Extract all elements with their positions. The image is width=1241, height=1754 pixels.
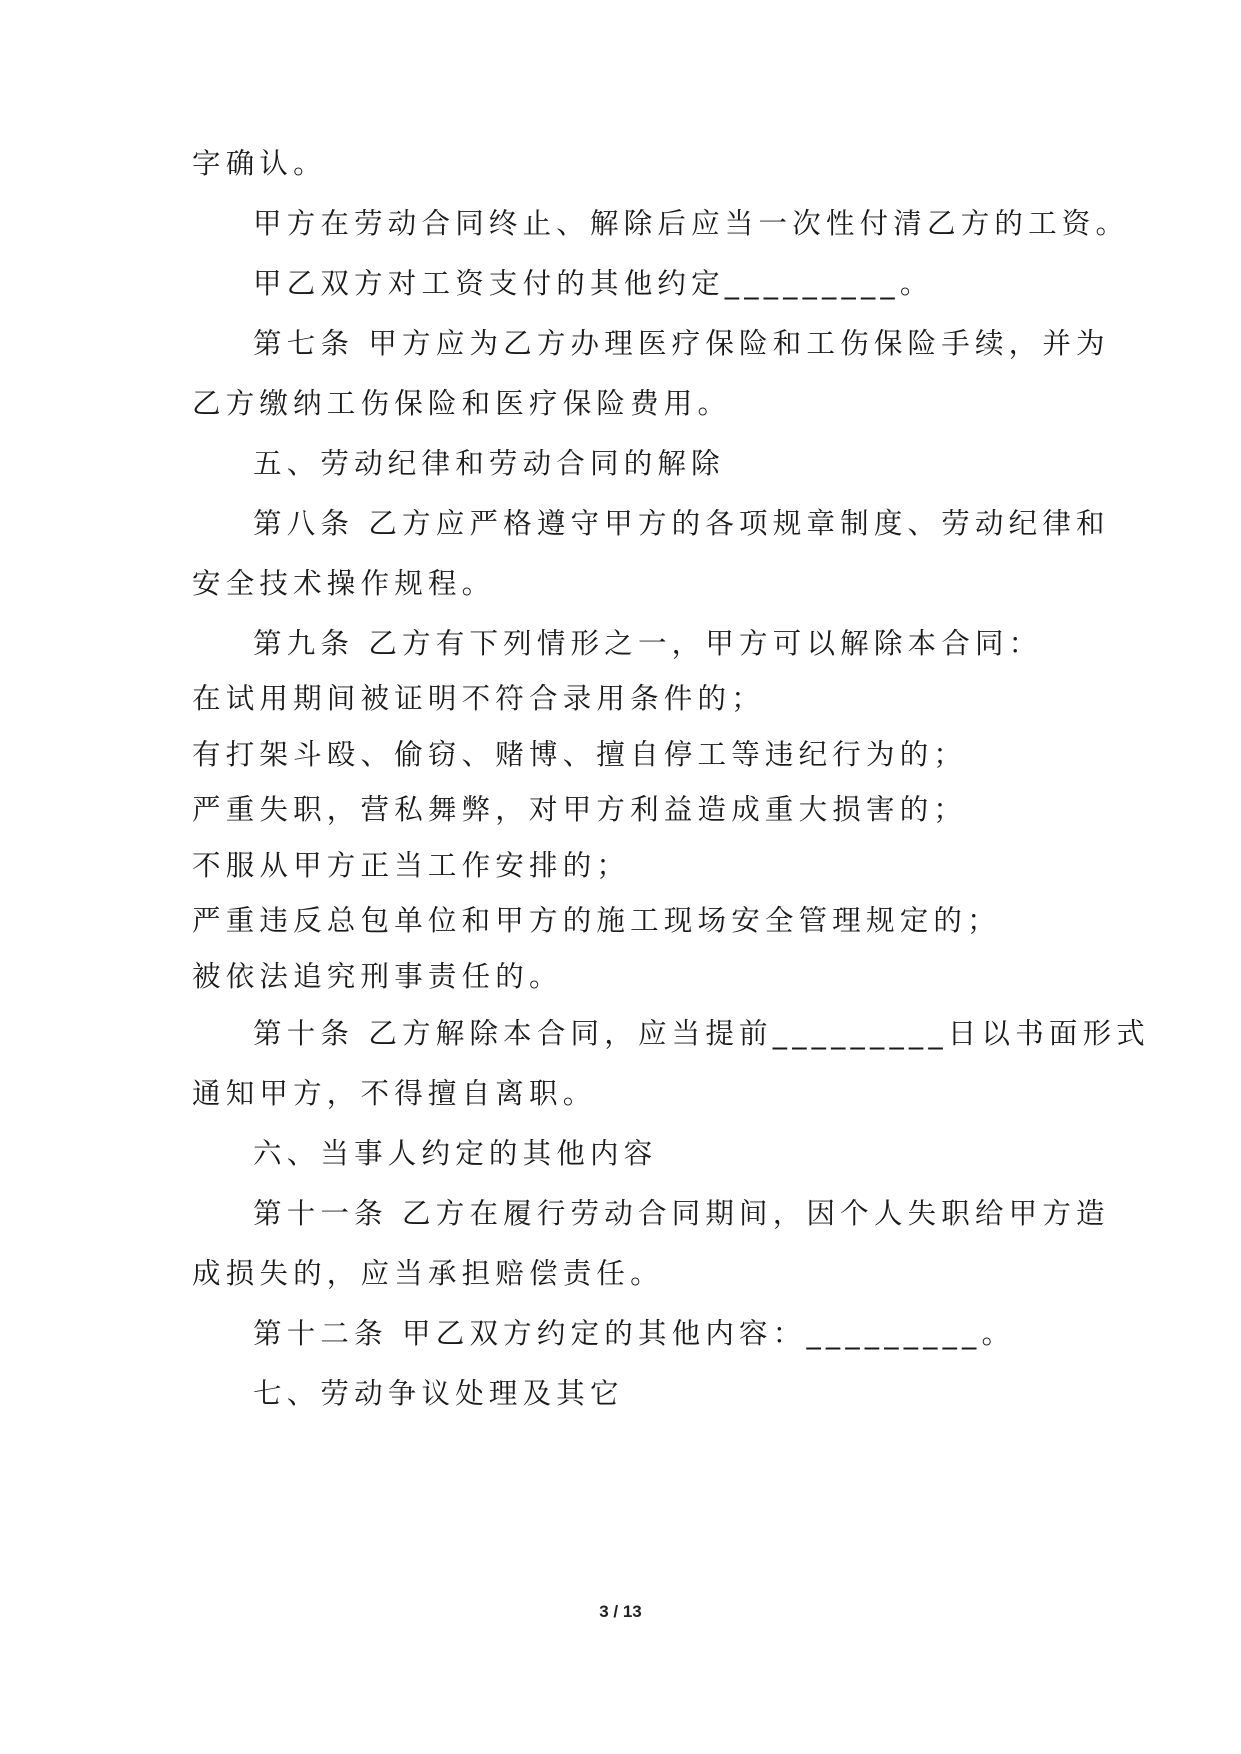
section-heading: 五、劳动纪律和劳动合同的解除 bbox=[253, 447, 725, 480]
page-number: 3 / 13 bbox=[599, 1602, 642, 1621]
text-line: 第十条 乙方解除本合同，应当提前_________日以书面形式 bbox=[253, 1017, 1151, 1050]
list-item: 在试用期间被证明不符合录用条件的； bbox=[192, 682, 765, 715]
text-line: 第八条 乙方应严格遵守甲方的各项规章制度、劳动纪律和 bbox=[253, 507, 1110, 540]
section-heading: 七、劳动争议处理及其它 bbox=[253, 1377, 624, 1410]
list-item: 被依法追究刑事责任的。 bbox=[192, 960, 563, 993]
text-line: 甲乙双方对工资支付的其他约定_________。 bbox=[253, 267, 934, 300]
list-item: 不服从甲方正当工作安排的； bbox=[192, 849, 631, 882]
text-line: 成损失的，应当承担赔偿责任。 bbox=[192, 1257, 664, 1290]
list-item: 严重失职，营私舞弊，对甲方利益造成重大损害的； bbox=[192, 793, 968, 826]
text-line: 第十一条 乙方在履行劳动合同期间，因个人失职给甲方造 bbox=[253, 1197, 1110, 1230]
text-line: 安全技术操作规程。 bbox=[192, 567, 496, 600]
list-item: 严重违反总包单位和甲方的施工现场安全管理规定的； bbox=[192, 904, 1001, 937]
list-item: 有打架斗殴、偷窃、赌博、擅自停工等违纪行为的； bbox=[192, 738, 968, 771]
text-line: 字确认。 bbox=[192, 147, 327, 180]
text-line: 第七条 甲方应为乙方办理医疗保险和工伤保险手续，并为 bbox=[253, 327, 1110, 360]
text-line: 乙方缴纳工伤保险和医疗保险费用。 bbox=[192, 387, 732, 420]
text-line: 甲方在劳动合同终止、解除后应当一次性付清乙方的工资。 bbox=[253, 207, 1130, 240]
text-line: 通知甲方，不得擅自离职。 bbox=[192, 1077, 597, 1110]
section-heading: 六、当事人约定的其他内容 bbox=[253, 1137, 658, 1170]
text-line: 第九条 乙方有下列情形之一，甲方可以解除本合同： bbox=[253, 627, 1043, 660]
text-line: 第十二条 甲乙双方约定的其他内容：_________。 bbox=[253, 1317, 1016, 1350]
